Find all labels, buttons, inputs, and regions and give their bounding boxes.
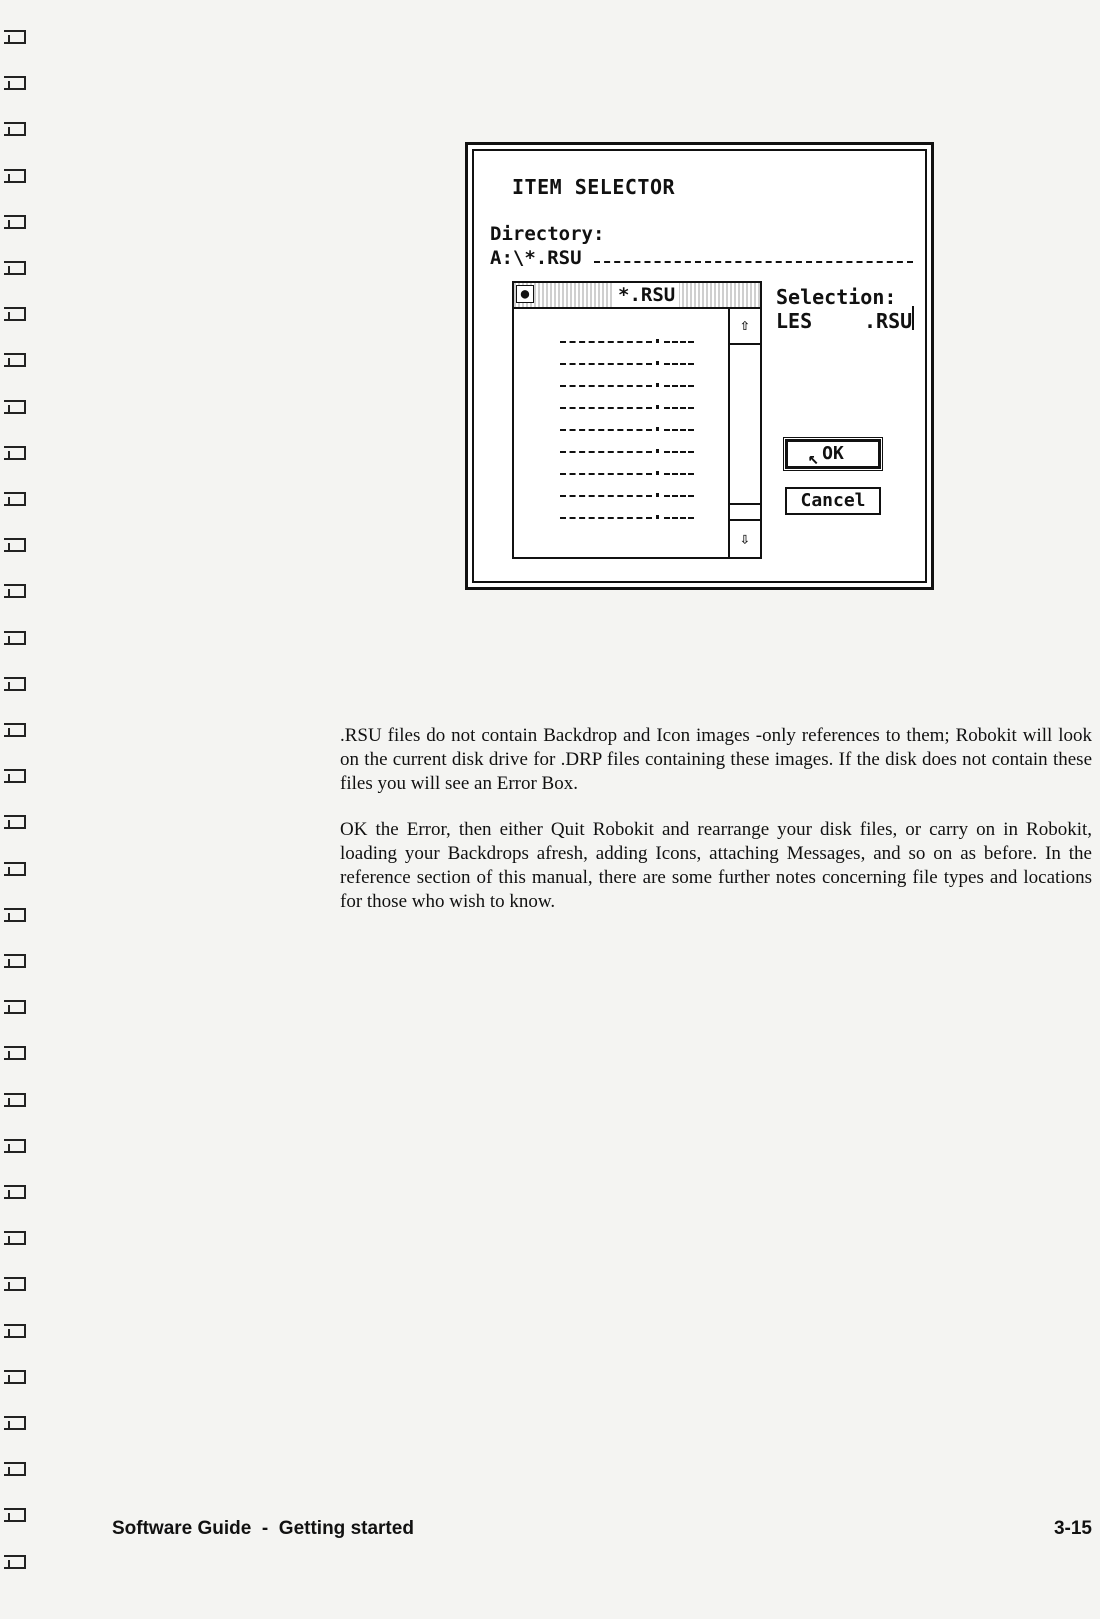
binding-ring bbox=[4, 215, 26, 229]
binding-ring bbox=[4, 400, 26, 414]
scroll-up-arrow-icon[interactable]: ⇧ bbox=[730, 307, 760, 345]
binding-ring bbox=[4, 584, 26, 598]
binding-ring bbox=[4, 1000, 26, 1014]
file-mask-label[interactable]: *.RSU bbox=[614, 283, 679, 307]
binding-ring bbox=[4, 908, 26, 922]
directory-path-field[interactable]: A:\*.RSU bbox=[490, 247, 582, 269]
text-cursor bbox=[912, 306, 914, 330]
directory-label: Directory: bbox=[490, 223, 605, 245]
empty-file-slot[interactable] bbox=[560, 445, 694, 459]
binding-ring bbox=[4, 169, 26, 183]
empty-file-slot[interactable] bbox=[560, 357, 694, 371]
binding-ring bbox=[4, 1046, 26, 1060]
binding-ring bbox=[4, 1231, 26, 1245]
binding-ring bbox=[4, 677, 26, 691]
binding-ring bbox=[4, 1370, 26, 1384]
ok-button[interactable] bbox=[785, 439, 881, 469]
binding-ring bbox=[4, 30, 26, 44]
binding-ring bbox=[4, 446, 26, 460]
selection-extension: .RSU bbox=[864, 309, 913, 333]
empty-file-slot[interactable] bbox=[560, 489, 694, 503]
mouse-pointer-icon: ↖ bbox=[808, 448, 819, 469]
binding-ring bbox=[4, 122, 26, 136]
scrollbar[interactable] bbox=[728, 307, 760, 557]
directory-field-underline bbox=[594, 261, 913, 263]
binding-ring bbox=[4, 723, 26, 737]
empty-file-slot[interactable] bbox=[560, 423, 694, 437]
binding-ring bbox=[4, 769, 26, 783]
binding-ring bbox=[4, 1324, 26, 1338]
binding-ring bbox=[4, 76, 26, 90]
empty-file-slot[interactable] bbox=[560, 335, 694, 349]
paragraph: OK the Error, then either Quit Robokit and rearrange your disk files, or carry on in Robokit, loading your Backdrops afresh, adding Icons, attaching Messages, and so on as before. In the reference section of this manual, there are some further notes concerning file types and locations for those who wish to know. bbox=[340, 819, 1092, 912]
binding-ring bbox=[4, 1277, 26, 1291]
file-list-header bbox=[514, 283, 760, 309]
cancel-button[interactable]: Cancel bbox=[785, 487, 881, 515]
selection-name-field[interactable]: LES bbox=[776, 309, 813, 333]
binding-ring bbox=[4, 954, 26, 968]
item-selector-dialog bbox=[465, 142, 934, 590]
scroll-thumb[interactable] bbox=[730, 343, 760, 505]
ok-button-label: OK bbox=[822, 443, 844, 464]
spiral-binding bbox=[0, 30, 40, 1590]
footer-section-title: Software Guide - Getting started bbox=[112, 1518, 414, 1539]
binding-ring bbox=[4, 631, 26, 645]
paragraph: .RSU files do not contain Backdrop and Icon images -only references to them; Robokit will look on the current disk drive for .DRP files containing these images. If the disk does not contain these files you will see an Error Box. bbox=[340, 725, 1092, 794]
binding-ring bbox=[4, 492, 26, 506]
close-box-icon[interactable]: ● bbox=[516, 285, 534, 303]
binding-ring bbox=[4, 307, 26, 321]
scroll-down-arrow-icon[interactable]: ⇩ bbox=[730, 519, 760, 557]
binding-ring bbox=[4, 1555, 26, 1569]
empty-file-slot[interactable] bbox=[560, 511, 694, 525]
binding-ring bbox=[4, 1462, 26, 1476]
binding-ring bbox=[4, 261, 26, 275]
body-text bbox=[340, 724, 1092, 936]
file-list[interactable] bbox=[512, 281, 762, 559]
dialog-title: ITEM SELECTOR bbox=[512, 175, 676, 199]
binding-ring bbox=[4, 1093, 26, 1107]
binding-ring bbox=[4, 1416, 26, 1430]
selection-label: Selection: bbox=[776, 285, 897, 309]
empty-file-slot[interactable] bbox=[560, 467, 694, 481]
binding-ring bbox=[4, 1139, 26, 1153]
binding-ring bbox=[4, 353, 26, 367]
binding-ring bbox=[4, 862, 26, 876]
page-number: 3-15 bbox=[1053, 1518, 1092, 1539]
empty-file-slot[interactable] bbox=[560, 379, 694, 393]
binding-ring bbox=[4, 1508, 26, 1522]
dialog-frame bbox=[472, 149, 927, 583]
binding-ring bbox=[4, 815, 26, 829]
binding-ring bbox=[4, 538, 26, 552]
empty-file-slot[interactable] bbox=[560, 401, 694, 415]
binding-ring bbox=[4, 1185, 26, 1199]
